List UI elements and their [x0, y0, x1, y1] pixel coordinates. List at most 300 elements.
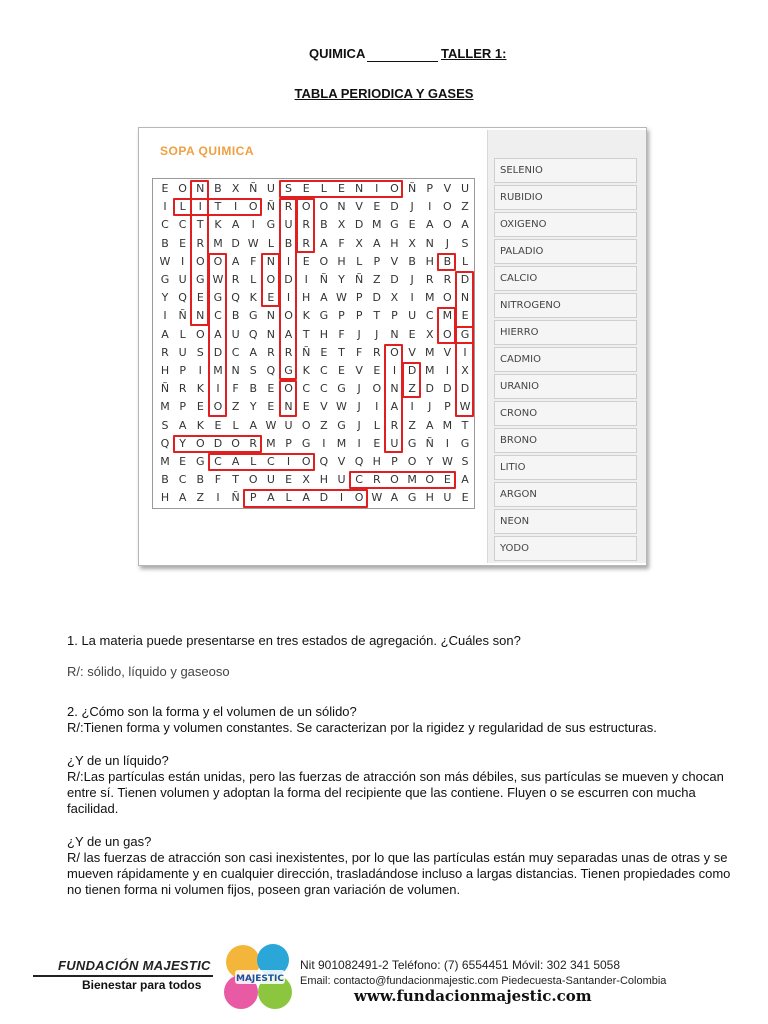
- subject-label: QUIMICA: [309, 46, 366, 61]
- grid-letter: E: [267, 382, 275, 396]
- question-1: 1. La materia puede presentarse en tres estados de agregación. ¿Cuáles son?: [67, 633, 521, 648]
- grid-letter: B: [249, 382, 258, 396]
- grid-letter: Ñ: [160, 382, 170, 396]
- answer-2: R/:Tienen forma y volumen constantes. Se caracterizan por la rigidez y regularidad de sus estructuras.: [67, 720, 657, 735]
- grid-letter: O: [443, 200, 452, 214]
- grid-letter: N: [390, 382, 399, 396]
- grid-letter: L: [320, 182, 327, 195]
- word-list-item: CRONO: [494, 401, 637, 426]
- grid-letter: A: [425, 218, 434, 232]
- grid-letter: Ñ: [425, 436, 434, 450]
- grid-letter: C: [214, 455, 222, 468]
- grid-letter: V: [408, 345, 416, 359]
- grid-letter: D: [213, 345, 223, 359]
- grid-letter: A: [231, 455, 240, 468]
- word-highlight: [279, 180, 404, 198]
- grid-letter: O: [443, 291, 452, 305]
- grid-letter: D: [372, 291, 382, 305]
- word-highlight: [279, 198, 298, 380]
- grid-letter: S: [161, 418, 169, 432]
- grid-letter: M: [407, 473, 417, 487]
- grid-letter: X: [408, 236, 416, 250]
- grid-letter: Z: [231, 400, 240, 414]
- grid-letter: R: [178, 382, 187, 396]
- grid-letter: L: [179, 200, 186, 214]
- grid-letter: L: [232, 418, 239, 432]
- grid-letter: Z: [408, 382, 416, 396]
- grid-letter: E: [196, 400, 204, 414]
- grid-letter: Y: [161, 291, 169, 305]
- grid-letter: E: [267, 400, 275, 414]
- grid-letter: Ñ: [231, 491, 240, 505]
- word-highlight: [173, 435, 262, 453]
- grid-letter: O: [354, 491, 364, 505]
- grid-letter: W: [159, 254, 171, 268]
- grid-letter: T: [373, 309, 381, 323]
- grid-letter: A: [231, 218, 240, 232]
- grid-letter: V: [443, 345, 452, 359]
- grid-letter: L: [250, 455, 257, 468]
- word-search-figure: [138, 127, 647, 566]
- grid-letter: R: [372, 345, 381, 359]
- grid-letter: W: [336, 291, 347, 305]
- grid-letter: T: [232, 473, 239, 487]
- grid-letter: G: [266, 218, 276, 232]
- grid-letter: I: [428, 200, 432, 214]
- word-list-item: NEON: [494, 509, 637, 534]
- grid-letter: Ñ: [302, 345, 311, 359]
- grid-letter: Ñ: [266, 200, 275, 214]
- grid-letter: T: [338, 345, 345, 359]
- grid-letter: W: [441, 455, 453, 468]
- grid-letter: O: [178, 182, 187, 195]
- grid-letter: X: [231, 182, 240, 195]
- grid-letter: Q: [248, 327, 258, 341]
- grid-letter: J: [357, 400, 361, 414]
- grid-letter: F: [338, 236, 345, 250]
- grid-letter: I: [198, 364, 202, 377]
- word-highlight: [402, 362, 421, 398]
- grid-letter: J: [445, 236, 450, 250]
- grid-letter: B: [161, 473, 169, 487]
- word-highlight: [437, 253, 456, 271]
- grid-letter: A: [302, 491, 310, 505]
- grid-letter: E: [408, 218, 416, 232]
- grid-letter: E: [302, 400, 310, 414]
- grid-letter: M: [442, 309, 453, 323]
- word-list-item: CADMIO: [494, 347, 637, 372]
- grid-letter: M: [213, 236, 223, 250]
- grid-letter: D: [443, 382, 452, 396]
- word-highlight: [173, 198, 262, 216]
- grid-letter: W: [336, 400, 347, 414]
- grid-letter: J: [357, 382, 361, 396]
- grid-letter: V: [443, 182, 452, 195]
- grid-letter: J: [375, 327, 379, 341]
- grid-letter: T: [302, 327, 310, 341]
- svg-text:MAJESTIC: MAJESTIC: [236, 974, 284, 984]
- grid-letter: E: [338, 182, 345, 195]
- grid-letter: Q: [319, 455, 329, 468]
- grid-letter: W: [247, 236, 259, 250]
- grid-letter: H: [319, 473, 328, 487]
- grid-letter: N: [284, 400, 293, 414]
- grid-letter: K: [302, 309, 310, 323]
- grid-letter: G: [337, 418, 346, 432]
- grid-letter: V: [355, 200, 363, 214]
- grid-letter: N: [337, 200, 346, 214]
- grid-letter: D: [354, 218, 364, 232]
- grid-letter: X: [425, 327, 434, 341]
- grid-letter: C: [355, 473, 363, 487]
- grid-letter: I: [445, 436, 450, 450]
- word-list-item: LITIO: [494, 455, 637, 480]
- grid-letter: I: [304, 273, 308, 286]
- word-highlight: [190, 198, 209, 325]
- grid-letter: Ñ: [319, 273, 328, 286]
- word-highlight: [437, 307, 456, 343]
- grid-letter: Ñ: [407, 182, 417, 195]
- grid-letter: Q: [231, 291, 240, 305]
- grid-letter: D: [460, 273, 470, 286]
- grid-letter: W: [371, 491, 383, 505]
- grid-letter: D: [460, 382, 470, 396]
- grid-letter: Q: [266, 364, 276, 377]
- grid-letter: E: [302, 182, 310, 195]
- grid-letter: P: [391, 455, 398, 468]
- grid-letter: D: [284, 273, 293, 286]
- grid-letter: O: [319, 200, 329, 214]
- grid-letter: H: [337, 254, 346, 268]
- word-highlight: [243, 489, 368, 507]
- grid-letter: W: [459, 400, 471, 414]
- grid-letter: G: [337, 382, 346, 396]
- grid-letter: I: [233, 200, 238, 214]
- grid-letter: P: [179, 364, 186, 377]
- grid-letter: W: [212, 273, 224, 286]
- grid-letter: O: [407, 455, 417, 468]
- grid-letter: H: [302, 291, 311, 305]
- word-highlight: [208, 253, 227, 417]
- grid-letter: S: [249, 364, 257, 377]
- grid-letter: G: [284, 364, 293, 377]
- grid-letter: X: [337, 218, 346, 232]
- grid-letter: O: [248, 200, 258, 214]
- grid-letter: L: [285, 491, 292, 505]
- grid-letter: U: [284, 418, 293, 432]
- grid-letter: E: [179, 236, 187, 250]
- grid-letter: T: [461, 418, 469, 432]
- word-list-item: BRONO: [494, 428, 637, 453]
- grid-letter: P: [355, 309, 363, 323]
- word-list-item: PALADIO: [494, 239, 637, 264]
- grid-letter: D: [213, 436, 223, 450]
- grid-letter: P: [373, 254, 381, 268]
- grid-letter: R: [302, 218, 311, 232]
- grid-letter: N: [425, 236, 434, 250]
- word-highlight: [208, 453, 315, 471]
- grid-letter: K: [302, 364, 310, 377]
- grid-letter: G: [319, 309, 329, 323]
- grid-letter: P: [285, 436, 292, 450]
- grid-letter: M: [160, 400, 170, 414]
- grid-letter: Q: [160, 436, 170, 450]
- grid-letter: R: [284, 200, 293, 214]
- grid-letter: B: [443, 254, 452, 268]
- grid-letter: I: [410, 400, 414, 414]
- grid-letter: Z: [408, 418, 416, 432]
- grid-letter: A: [461, 218, 469, 232]
- grid-letter: M: [336, 436, 347, 450]
- grid-letter: M: [442, 418, 453, 432]
- grid-letter: Q: [178, 291, 187, 305]
- grid-letter: L: [373, 418, 380, 432]
- word-list-item: ARGON: [494, 482, 637, 507]
- grid-letter: I: [463, 345, 467, 359]
- grid-letter: I: [216, 382, 220, 396]
- grid-letter: E: [338, 364, 345, 377]
- grid-letter: U: [284, 218, 293, 232]
- grid-letter: Y: [426, 455, 434, 468]
- contact-line-1: Nit 901082491-2 Teléfono: (7) 6554451 Móvil: 302 341 5058: [300, 958, 621, 972]
- grid-letter: U: [178, 345, 187, 359]
- grid-letter: B: [320, 218, 328, 232]
- grid-letter: O: [301, 200, 311, 214]
- grid-letter: P: [444, 400, 451, 414]
- word-list-item: SELENIO: [494, 158, 637, 183]
- grid-letter: S: [461, 236, 469, 250]
- puzzle-logo-icon: [215, 940, 305, 1020]
- grid-letter: S: [285, 182, 293, 195]
- grid-letter: Z: [373, 273, 381, 286]
- grid-letter: C: [320, 364, 328, 377]
- grid-letter: T: [214, 200, 222, 214]
- word-highlight: [261, 253, 280, 308]
- grid-letter: D: [390, 200, 399, 214]
- grid-letter: J: [357, 327, 361, 341]
- grid-letter: E: [214, 418, 222, 432]
- grid-letter: O: [195, 254, 205, 268]
- grid-letter: Y: [249, 400, 257, 414]
- grid-letter: P: [338, 309, 345, 323]
- grid-letter: E: [373, 436, 381, 450]
- grid-letter: U: [443, 491, 452, 505]
- grid-letter: Q: [354, 455, 364, 468]
- grid-letter: H: [319, 327, 328, 341]
- grid-letter: J: [357, 418, 361, 432]
- grid-letter: L: [356, 254, 363, 268]
- grid-letter: M: [213, 364, 223, 377]
- grid-letter: A: [249, 418, 258, 432]
- grid-letter: U: [461, 182, 470, 195]
- grid-letter: N: [196, 182, 205, 195]
- grid-letter: U: [266, 473, 275, 487]
- grid-letter: L: [250, 273, 257, 286]
- grid-letter: X: [302, 473, 310, 487]
- blank-line: [367, 61, 438, 62]
- grid-letter: R: [161, 345, 169, 359]
- grid-letter: R: [425, 273, 434, 286]
- grid-letter: O: [231, 436, 240, 450]
- grid-letter: B: [196, 473, 205, 487]
- grid-letter: M: [425, 291, 435, 305]
- grid-letter: E: [461, 309, 469, 323]
- grid-letter: Y: [338, 273, 345, 286]
- grid-letter: N: [460, 291, 470, 305]
- grid-letter: B: [214, 182, 222, 195]
- grid-letter: M: [425, 345, 435, 359]
- grid-letter: H: [425, 254, 434, 268]
- grid-letter: N: [355, 182, 364, 195]
- question-2: 2. ¿Cómo son la forma y el volumen de un sólido?: [67, 704, 357, 719]
- grid-letter: G: [196, 273, 205, 286]
- grid-letter: C: [214, 309, 222, 323]
- grid-letter: C: [267, 455, 275, 468]
- grid-letter: N: [196, 309, 205, 323]
- grid-letter: K: [214, 218, 222, 232]
- grid-letter: A: [284, 327, 293, 341]
- grid-letter: I: [375, 182, 379, 195]
- grid-letter: O: [213, 400, 223, 414]
- grid-letter: G: [248, 309, 258, 323]
- grid-letter: Z: [196, 491, 205, 505]
- grid-letter: P: [249, 491, 257, 505]
- grid-letter: B: [408, 254, 416, 268]
- grid-letter: N: [390, 327, 399, 341]
- grid-letter: L: [267, 236, 274, 250]
- word-highlight: [279, 380, 298, 416]
- grid-letter: U: [408, 309, 417, 323]
- contact-line-2: Email: contacto@fundacionmajestic.com Piedecuesta-Santander-Colombia: [300, 975, 667, 987]
- grid-letter: H: [160, 364, 170, 377]
- grid-letter: I: [163, 309, 167, 323]
- grid-letter: E: [161, 182, 169, 195]
- grid-letter: I: [286, 455, 291, 468]
- grid-letter: G: [460, 436, 470, 450]
- grid-letter: D: [425, 382, 434, 396]
- grid-letter: Ñ: [355, 273, 364, 286]
- grid-letter: K: [249, 291, 257, 305]
- grid-letter: I: [322, 436, 326, 450]
- grid-letter: A: [373, 236, 381, 250]
- grid-letter: G: [407, 491, 417, 505]
- grid-letter: I: [392, 364, 397, 377]
- grid-letter: K: [196, 382, 204, 396]
- grid-letter: F: [355, 345, 363, 359]
- grid-letter: A: [390, 491, 399, 505]
- word-highlight: [455, 326, 474, 417]
- grid-letter: O: [372, 382, 382, 396]
- grid-letter: E: [267, 291, 275, 305]
- grid-letter: Z: [461, 200, 469, 214]
- grid-letter: Ñ: [249, 182, 258, 195]
- grid-letter: W: [265, 418, 277, 432]
- grid-letter: C: [302, 382, 311, 396]
- grid-letter: M: [266, 436, 276, 450]
- grid-letter: O: [390, 345, 399, 359]
- grid-letter: O: [390, 473, 399, 487]
- org-underline: [33, 975, 213, 977]
- grid-letter: O: [425, 473, 435, 487]
- grid-letter: C: [425, 309, 434, 323]
- grid-letter: D: [231, 236, 240, 250]
- grid-letter: O: [443, 327, 452, 341]
- grid-letter: C: [178, 218, 187, 232]
- grid-letter: A: [267, 491, 275, 505]
- grid-letter: P: [179, 400, 186, 414]
- grid-letter: F: [250, 254, 257, 268]
- grid-letter: R: [302, 236, 311, 250]
- grid-letter: V: [320, 400, 328, 414]
- grid-letter: E: [320, 345, 328, 359]
- grid-letter: J: [428, 400, 432, 414]
- grid-letter: G: [390, 218, 399, 232]
- word-list-item: HIERRO: [494, 320, 637, 345]
- grid-letter: S: [461, 455, 469, 468]
- word-highlight: [384, 344, 403, 453]
- grid-letter: E: [408, 327, 416, 341]
- grid-letter: B: [231, 309, 240, 323]
- grid-letter: A: [320, 291, 328, 305]
- website-link[interactable]: www.fundacionmajestic.com: [354, 987, 592, 1005]
- grid-letter: R: [249, 436, 258, 450]
- grid-letter: E: [373, 364, 381, 377]
- grid-letter: R: [443, 273, 452, 286]
- grid-letter: I: [181, 254, 185, 268]
- grid-letter: M: [372, 218, 382, 232]
- grid-letter: X: [355, 236, 363, 250]
- grid-letter: R: [372, 473, 381, 487]
- grid-letter: A: [461, 473, 469, 487]
- puzzle-title: SOPA QUIMICA: [160, 144, 255, 158]
- answer-3: R/:Las partículas están unidas, pero las fuerzas de atracción son más débiles, sus partículas se mueven y chocan entre sí. Tienen volumen y adoptan la forma del recipiente que las contiene. Fluyen o se escurren con mucha facilidad.: [67, 769, 724, 816]
- grid-letter: V: [355, 364, 363, 377]
- grid-letter: I: [375, 400, 379, 414]
- grid-letter: U: [390, 436, 399, 450]
- grid-letter: G: [407, 436, 417, 450]
- answer-4: R/ las fuerzas de atracción son casi inexistentes, por lo que las partículas están muy separadas unas de otras y se mueven rápidamente y en cualquier dirección, trasladándose incluso a largas distancias. Tienen propiedades como no tienen forma ni volumen fijos, poseen gran variación de volumen.: [67, 850, 731, 897]
- grid-letter: A: [161, 327, 169, 341]
- grid-letter: B: [284, 236, 293, 250]
- grid-letter: A: [178, 418, 187, 432]
- grid-letter: I: [216, 491, 220, 505]
- grid-letter: O: [301, 455, 311, 468]
- grid-letter: E: [461, 491, 469, 505]
- grid-letter: B: [161, 236, 169, 250]
- grid-letter: L: [461, 254, 469, 268]
- grid-letter: O: [266, 273, 276, 286]
- grid-letter: M: [425, 364, 435, 377]
- org-name: FUNDACIÓN MAJESTIC: [58, 958, 211, 973]
- grid-letter: I: [163, 200, 167, 214]
- grid-letter: O: [213, 254, 223, 268]
- grid-letter: A: [425, 418, 434, 432]
- word-highlight: [296, 198, 315, 253]
- grid-letter: G: [160, 273, 170, 286]
- grid-letter: V: [337, 455, 346, 468]
- grid-letter: E: [443, 473, 451, 487]
- answer-1: R/: sólido, líquido y gaseoso: [67, 664, 230, 679]
- word-highlight: [349, 471, 456, 489]
- grid-letter: R: [390, 418, 399, 432]
- grid-letter: R: [284, 345, 293, 359]
- grid-letter: H: [390, 236, 399, 250]
- grid-letter: V: [390, 254, 399, 268]
- grid-letter: H: [160, 491, 170, 505]
- word-list-item: YODO: [494, 536, 637, 561]
- header: [0, 46, 768, 66]
- grid-letter: G: [213, 291, 223, 305]
